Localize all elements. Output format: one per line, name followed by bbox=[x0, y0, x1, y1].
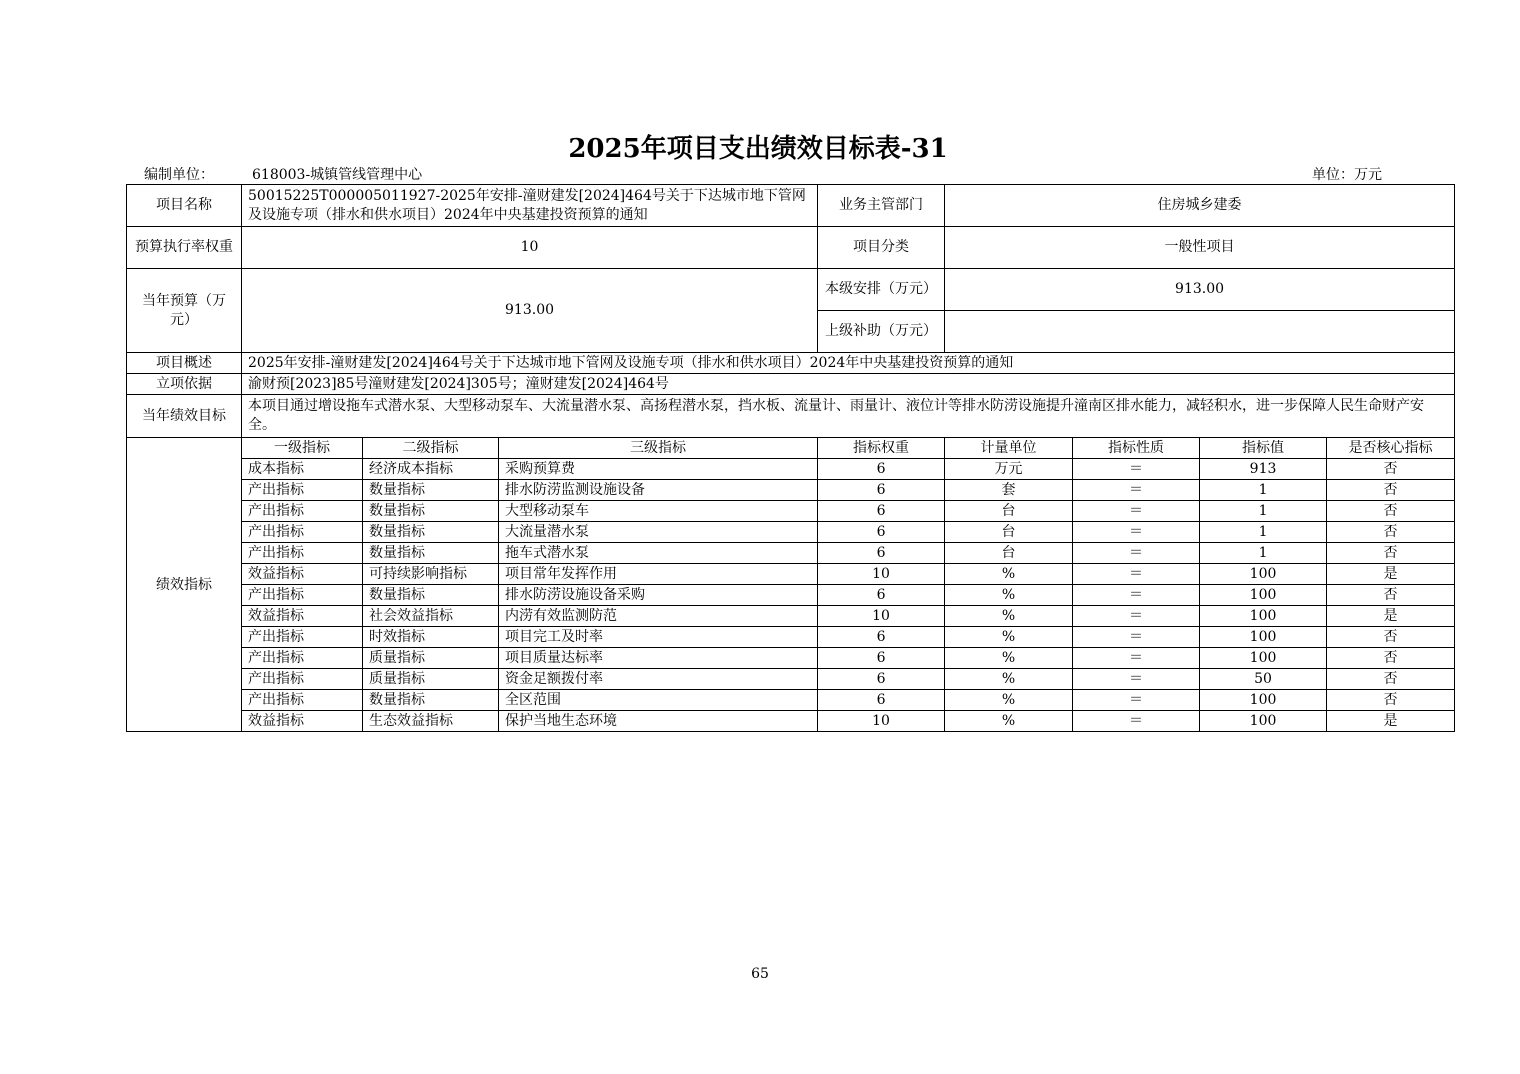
value-cell: 1 bbox=[1200, 543, 1327, 564]
unit-cell: 台 bbox=[945, 501, 1073, 522]
nature-cell: ＝ bbox=[1073, 648, 1200, 669]
unit-cell: % bbox=[945, 690, 1073, 711]
indicator-row bbox=[127, 459, 1455, 480]
value-cell: 100 bbox=[1200, 585, 1327, 606]
level3-cell: 排水防涝监测设施设备 bbox=[499, 480, 818, 501]
header-level3: 三级指标 bbox=[499, 438, 818, 459]
indicator-row bbox=[127, 648, 1455, 669]
nature-cell: ＝ bbox=[1073, 480, 1200, 501]
header-core: 是否核心指标 bbox=[1327, 438, 1455, 459]
level1-cell: 产出指标 bbox=[242, 690, 363, 711]
level1-cell: 效益指标 bbox=[242, 711, 363, 732]
indicator-row bbox=[127, 543, 1455, 564]
nature-cell: ＝ bbox=[1073, 564, 1200, 585]
weight-cell: 6 bbox=[818, 627, 945, 648]
level1-cell: 成本指标 bbox=[242, 459, 363, 480]
level2-cell: 经济成本指标 bbox=[363, 459, 499, 480]
compiling-unit bbox=[144, 164, 422, 184]
level3-cell: 拖车式潜水泵 bbox=[499, 543, 818, 564]
nature-cell: ＝ bbox=[1073, 459, 1200, 480]
indicator-section-label: 绩效指标 bbox=[127, 438, 242, 732]
core-cell: 是 bbox=[1327, 606, 1455, 627]
indicator-row bbox=[127, 669, 1455, 690]
level1-cell: 产出指标 bbox=[242, 501, 363, 522]
level1-cell: 效益指标 bbox=[242, 606, 363, 627]
compiling-unit-label: 编制单位： bbox=[144, 167, 214, 183]
level2-cell: 时效指标 bbox=[363, 627, 499, 648]
unit-cell: % bbox=[945, 648, 1073, 669]
value-cell: 1 bbox=[1200, 522, 1327, 543]
indicator-header-row bbox=[127, 438, 1455, 459]
nature-cell: ＝ bbox=[1073, 669, 1200, 690]
level1-cell: 产出指标 bbox=[242, 669, 363, 690]
local-value: 913.00 bbox=[945, 269, 1455, 311]
core-cell: 否 bbox=[1327, 480, 1455, 501]
value-cell: 100 bbox=[1200, 606, 1327, 627]
project-name-value: 50015225T000005011927-2025年安排-潼财建发[2024]464号关于下达城市地下管网及设施专项（排水和供水项目）2024年中央基建投资预算的通知 bbox=[242, 185, 818, 227]
level2-cell: 质量指标 bbox=[363, 648, 499, 669]
core-cell: 否 bbox=[1327, 669, 1455, 690]
level3-cell: 内涝有效监测防范 bbox=[499, 606, 818, 627]
budget-row bbox=[127, 269, 1455, 311]
core-cell: 否 bbox=[1327, 459, 1455, 480]
goal-label: 当年绩效目标 bbox=[127, 395, 242, 438]
overview-label: 项目概述 bbox=[127, 353, 242, 374]
header-value: 指标值 bbox=[1200, 438, 1327, 459]
nature-cell: ＝ bbox=[1073, 522, 1200, 543]
indicator-row bbox=[127, 564, 1455, 585]
level2-cell: 数量指标 bbox=[363, 522, 499, 543]
nature-cell: ＝ bbox=[1073, 501, 1200, 522]
level2-cell: 可持续影响指标 bbox=[363, 564, 499, 585]
nature-cell: ＝ bbox=[1073, 627, 1200, 648]
unit-cell: % bbox=[945, 711, 1073, 732]
goal-row bbox=[127, 395, 1455, 438]
overview-row bbox=[127, 353, 1455, 374]
value-cell: 913 bbox=[1200, 459, 1327, 480]
level1-cell: 产出指标 bbox=[242, 480, 363, 501]
basis-value: 渝财预[2023]85号潼财建发[2024]305号；潼财建发[2024]464号 bbox=[242, 374, 1455, 395]
weight-cell: 6 bbox=[818, 501, 945, 522]
nature-cell: ＝ bbox=[1073, 606, 1200, 627]
core-cell: 否 bbox=[1327, 690, 1455, 711]
core-cell: 否 bbox=[1327, 648, 1455, 669]
value-cell: 100 bbox=[1200, 711, 1327, 732]
weight-cell: 6 bbox=[818, 543, 945, 564]
exec-rate-value: 10 bbox=[242, 227, 818, 269]
level2-cell: 数量指标 bbox=[363, 480, 499, 501]
indicator-row bbox=[127, 690, 1455, 711]
value-cell: 1 bbox=[1200, 501, 1327, 522]
core-cell: 否 bbox=[1327, 543, 1455, 564]
category-label: 项目分类 bbox=[818, 227, 945, 269]
value-cell: 100 bbox=[1200, 690, 1327, 711]
level1-cell: 产出指标 bbox=[242, 585, 363, 606]
level3-cell: 大型移动泵车 bbox=[499, 501, 818, 522]
weight-cell: 6 bbox=[818, 648, 945, 669]
unit-cell: % bbox=[945, 669, 1073, 690]
weight-cell: 6 bbox=[818, 690, 945, 711]
level2-cell: 数量指标 bbox=[363, 690, 499, 711]
core-cell: 是 bbox=[1327, 711, 1455, 732]
value-cell: 100 bbox=[1200, 627, 1327, 648]
core-cell: 否 bbox=[1327, 627, 1455, 648]
indicator-row bbox=[127, 585, 1455, 606]
unit-cell: % bbox=[945, 564, 1073, 585]
currency-unit: 单位：万元 bbox=[1312, 167, 1382, 183]
unit-cell: 套 bbox=[945, 480, 1073, 501]
unit-cell: 万元 bbox=[945, 459, 1073, 480]
upper-label: 上级补助（万元） bbox=[818, 311, 945, 353]
level1-cell: 产出指标 bbox=[242, 543, 363, 564]
basis-row bbox=[127, 374, 1455, 395]
value-cell: 100 bbox=[1200, 648, 1327, 669]
level2-cell: 数量指标 bbox=[363, 501, 499, 522]
weight-cell: 6 bbox=[818, 459, 945, 480]
indicator-row bbox=[127, 501, 1455, 522]
unit-cell: % bbox=[945, 585, 1073, 606]
unit-cell: 台 bbox=[945, 543, 1073, 564]
project-name-row bbox=[127, 185, 1455, 227]
dept-value: 住房城乡建委 bbox=[945, 185, 1455, 227]
indicator-row bbox=[127, 606, 1455, 627]
indicator-row bbox=[127, 711, 1455, 732]
goal-value: 本项目通过增设拖车式潜水泵、大型移动泵车、大流量潜水泵、高扬程潜水泵，挡水板、流量计、雨量计、液位计等排水防涝设施提升潼南区排水能力，减轻积水，进一步保障人民生命财产安全。 bbox=[242, 395, 1455, 438]
level3-cell: 项目常年发挥作用 bbox=[499, 564, 818, 585]
header-nature: 指标性质 bbox=[1073, 438, 1200, 459]
core-cell: 否 bbox=[1327, 522, 1455, 543]
value-cell: 1 bbox=[1200, 480, 1327, 501]
unit-cell: 台 bbox=[945, 522, 1073, 543]
header-level2: 二级指标 bbox=[363, 438, 499, 459]
weight-cell: 6 bbox=[818, 522, 945, 543]
indicator-row bbox=[127, 480, 1455, 501]
upper-value bbox=[945, 311, 1455, 353]
weight-cell: 6 bbox=[818, 585, 945, 606]
dept-label: 业务主管部门 bbox=[818, 185, 945, 227]
weight-cell: 6 bbox=[818, 669, 945, 690]
basis-label: 立项依据 bbox=[127, 374, 242, 395]
value-cell: 50 bbox=[1200, 669, 1327, 690]
nature-cell: ＝ bbox=[1073, 711, 1200, 732]
category-value: 一般性项目 bbox=[945, 227, 1455, 269]
core-cell: 否 bbox=[1327, 585, 1455, 606]
page-title: 2025年项目支出绩效目标表-31 bbox=[568, 134, 948, 164]
core-cell: 否 bbox=[1327, 501, 1455, 522]
indicator-row bbox=[127, 627, 1455, 648]
overview-value: 2025年安排-潼财建发[2024]464号关于下达城市地下管网及设施专项（排水和供水项目）2024年中央基建投资预算的通知 bbox=[242, 353, 1455, 374]
level3-cell: 采购预算费 bbox=[499, 459, 818, 480]
core-cell: 是 bbox=[1327, 564, 1455, 585]
level1-cell: 产出指标 bbox=[242, 648, 363, 669]
local-label: 本级安排（万元） bbox=[818, 269, 945, 311]
weight-cell: 6 bbox=[818, 480, 945, 501]
unit-cell: % bbox=[945, 627, 1073, 648]
weight-cell: 10 bbox=[818, 711, 945, 732]
exec-rate-label: 预算执行率权重 bbox=[127, 227, 242, 269]
value-cell: 100 bbox=[1200, 564, 1327, 585]
level2-cell: 质量指标 bbox=[363, 669, 499, 690]
level2-cell: 数量指标 bbox=[363, 585, 499, 606]
level3-cell: 项目质量达标率 bbox=[499, 648, 818, 669]
level3-cell: 资金足额拨付率 bbox=[499, 669, 818, 690]
nature-cell: ＝ bbox=[1073, 690, 1200, 711]
level3-cell: 保护当地生态环境 bbox=[499, 711, 818, 732]
level3-cell: 大流量潜水泵 bbox=[499, 522, 818, 543]
level2-cell: 社会效益指标 bbox=[363, 606, 499, 627]
level2-cell: 生态效益指标 bbox=[363, 711, 499, 732]
performance-table bbox=[126, 184, 1455, 732]
nature-cell: ＝ bbox=[1073, 543, 1200, 564]
budget-label: 当年预算（万元） bbox=[127, 269, 242, 353]
level3-cell: 项目完工及时率 bbox=[499, 627, 818, 648]
page-number: 65 bbox=[751, 966, 769, 982]
header-unit: 计量单位 bbox=[945, 438, 1073, 459]
compiling-unit-value: 618003-城镇管线管理中心 bbox=[252, 167, 423, 183]
budget-value: 913.00 bbox=[242, 269, 818, 353]
nature-cell: ＝ bbox=[1073, 585, 1200, 606]
header-level1: 一级指标 bbox=[242, 438, 363, 459]
indicator-row bbox=[127, 522, 1455, 543]
level3-cell: 排水防涝设施设备采购 bbox=[499, 585, 818, 606]
level1-cell: 效益指标 bbox=[242, 564, 363, 585]
level1-cell: 产出指标 bbox=[242, 627, 363, 648]
level3-cell: 全区范围 bbox=[499, 690, 818, 711]
level1-cell: 产出指标 bbox=[242, 522, 363, 543]
level2-cell: 数量指标 bbox=[363, 543, 499, 564]
unit-cell: % bbox=[945, 606, 1073, 627]
exec-rate-row bbox=[127, 227, 1455, 269]
weight-cell: 10 bbox=[818, 564, 945, 585]
header-weight: 指标权重 bbox=[818, 438, 945, 459]
project-name-label: 项目名称 bbox=[127, 185, 242, 227]
weight-cell: 10 bbox=[818, 606, 945, 627]
